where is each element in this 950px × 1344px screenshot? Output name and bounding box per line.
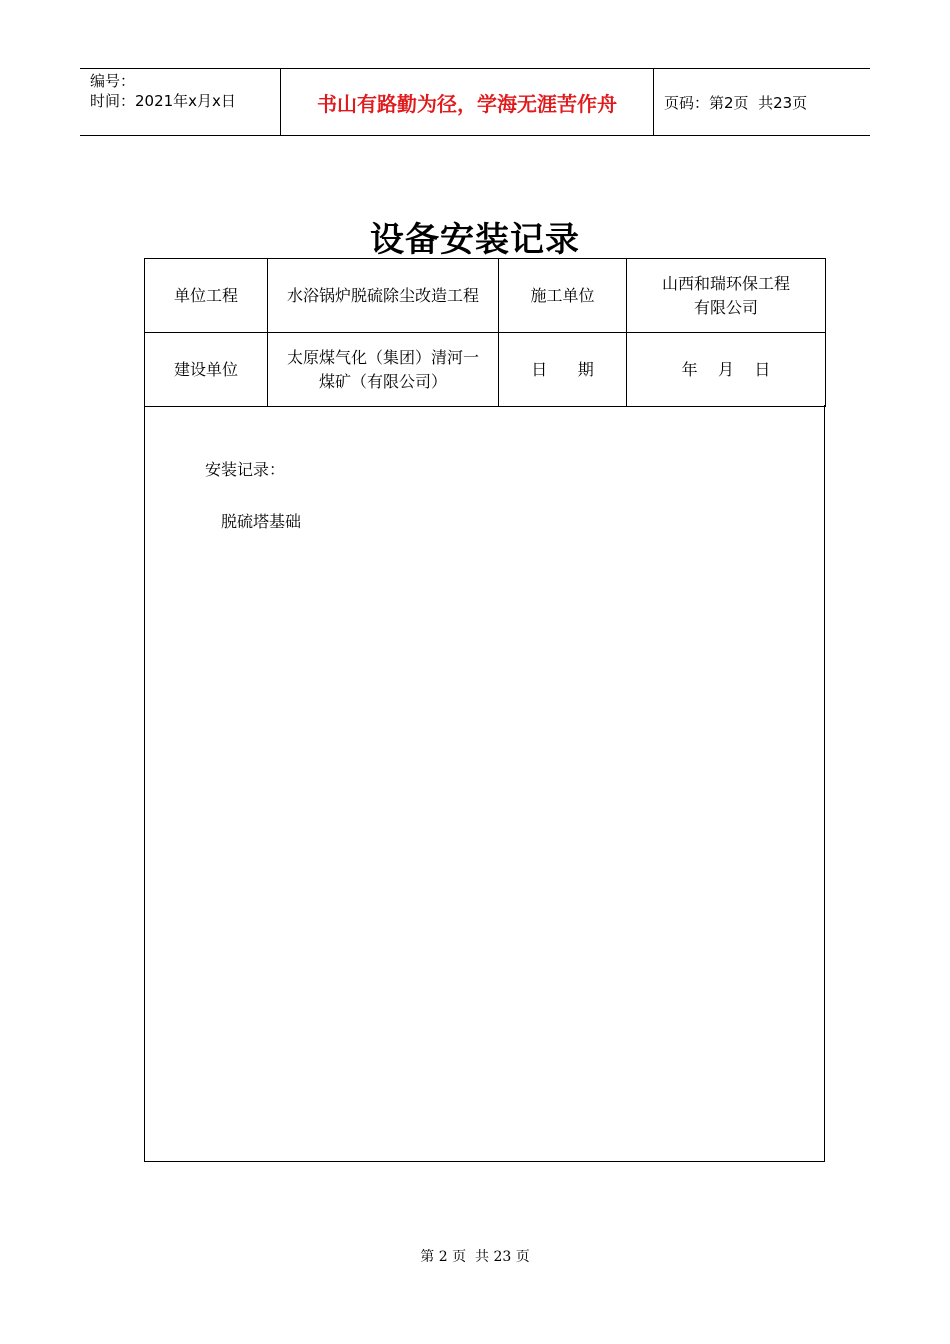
info-table: [144, 258, 826, 407]
table-row: [145, 333, 826, 407]
builder-label: 建设单位: [145, 333, 268, 407]
unit-project-label: 单位工程: [145, 259, 268, 333]
record-content: 脱硫塔基础: [221, 512, 302, 531]
date-value: 年 月 日: [627, 333, 826, 407]
header-motto: 书山有路勤为径，学海无涯苦作舟: [281, 69, 654, 135]
construction-unit-line-1: 山西和瑞环保工程: [661, 273, 790, 293]
page-code-text: 页码：第2页 共23页: [664, 93, 808, 112]
builder-value: [268, 333, 499, 407]
time-label: 时间：2021年x月x日: [90, 92, 236, 110]
builder-line-1: 太原煤气化（集团）清河一: [286, 347, 479, 367]
record-label: 安装记录：: [205, 460, 286, 479]
page-footer: 第 2 页 共 23 页: [420, 1249, 530, 1265]
unit-project-value: 水浴锅炉脱硫除尘改造工程: [268, 259, 499, 333]
construction-unit-label: 施工单位: [499, 259, 627, 333]
header-page-code: [654, 69, 870, 135]
builder-line-2: 煤矿（有限公司）: [318, 371, 447, 391]
number-label: 编号：: [90, 72, 136, 90]
page-header: [80, 68, 870, 136]
table-row: [145, 259, 826, 333]
header-meta: [80, 69, 281, 135]
construction-unit-value: [627, 259, 826, 333]
document-title: 设备安装记录: [370, 220, 580, 260]
install-record-box: [144, 405, 825, 1162]
date-label: 日 期: [499, 333, 627, 407]
construction-unit-line-2: 有限公司: [693, 297, 758, 317]
